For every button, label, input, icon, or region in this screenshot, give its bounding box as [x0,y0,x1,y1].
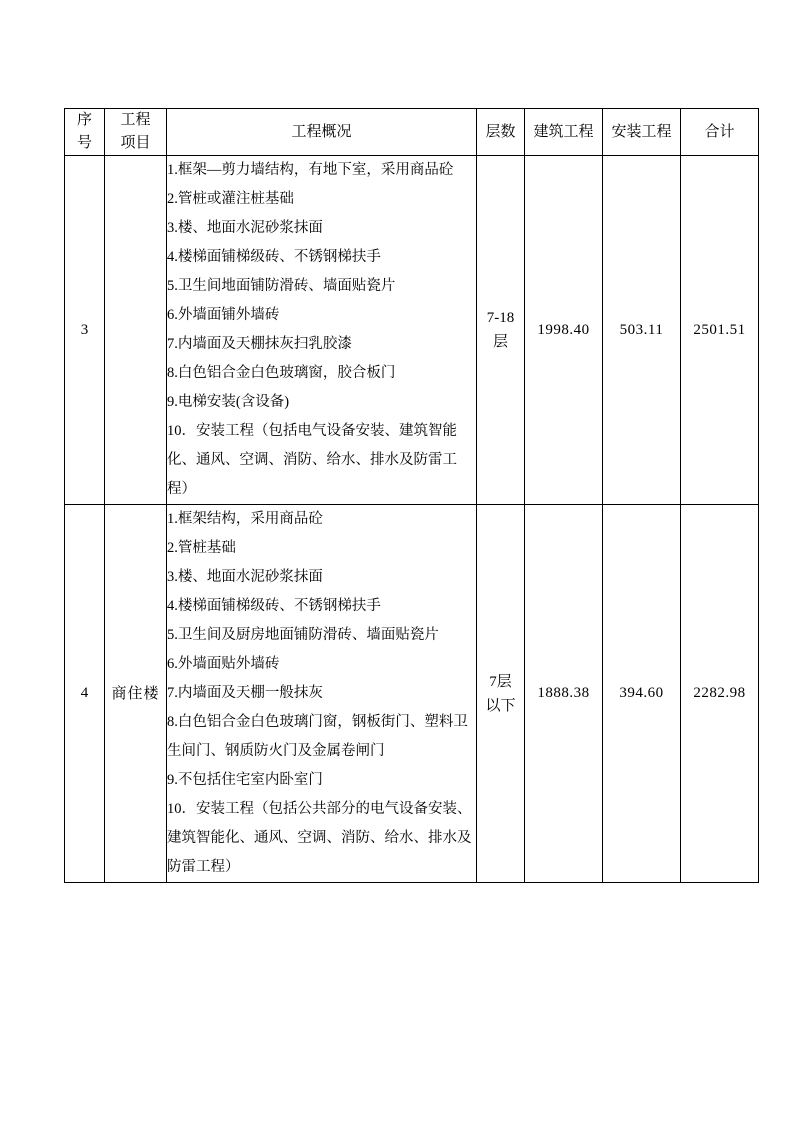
header-project [105,109,167,156]
overview-line: 4.楼梯面铺梯级砖、不锈钢梯扶手 [167,598,381,614]
overview-line: 1.框架结构，采用商品砼 [167,511,323,527]
overview-line: 8.白色铝合金白色玻璃窗，胶合板门 [167,365,396,381]
row-total: 2501.51 [681,156,759,505]
overview-line: 3.楼、地面水泥砂浆抹面 [167,220,323,236]
row-floors [477,156,525,505]
row-building-works: 1998.40 [525,156,603,505]
overview-line: 9.电梯安装(含设备) [167,394,290,410]
overview-line: 5.卫生间地面铺防滑砖、墙面贴瓷片 [167,278,396,294]
row-total: 2282.98 [681,505,759,883]
row-project: 商住楼 [105,505,167,883]
row-floors-line1: 7-18 [486,310,515,326]
table-row [65,156,759,505]
row-project [105,156,167,505]
overview-line: 6.外墙面贴外墙砖 [167,656,280,672]
row-building-works: 1888.38 [525,505,603,883]
overview-line: 5.卫生间及厨房地面铺防滑砖、墙面贴瓷片 [167,627,439,643]
row-overview [167,156,477,505]
header-building-works: 建筑工程 [525,109,603,156]
table-row [65,505,759,883]
row-sequence: 4 [65,505,105,883]
row-floors-line2: 以下 [485,697,516,714]
row-floors [477,505,525,883]
overview-line: 8.白色铝合金白色玻璃门窗，钢板街门、塑料卫生间门、钢质防火门及金属卷闸门 [167,714,468,759]
overview-line: 9.不包括住宅室内卧室门 [167,772,323,788]
row-installation-works: 503.11 [603,156,681,505]
row-installation-works: 394.60 [603,505,681,883]
overview-line: 1.框架—剪力墙结构，有地下室，采用商品砼 [167,162,454,178]
overview-line: 2.管桩或灌注桩基础 [167,191,294,207]
row-sequence: 3 [65,156,105,505]
header-total: 合计 [681,109,759,156]
overview-line: 2.管桩基础 [167,540,236,556]
header-sequence-line2: 号 [76,135,92,151]
row-overview [167,505,477,883]
overview-line: 7.内墙面及天棚一般抹灰 [167,685,323,701]
header-installation-works: 安装工程 [603,109,681,156]
overview-line: 6.外墙面铺外墙砖 [167,307,280,323]
header-sequence [65,109,105,156]
overview-line: 7.内墙面及天棚抹灰扫乳胶漆 [167,336,352,352]
header-project-line1: 工程 [120,112,151,128]
header-project-line2: 项目 [120,135,151,151]
table-header-row [65,109,759,156]
row-floors-line1: 7层 [489,673,512,690]
engineering-summary-table [64,108,759,883]
overview-line: 4.楼梯面铺梯级砖、不锈钢梯扶手 [167,249,381,265]
overview-line: 3.楼、地面水泥砂浆抹面 [167,569,323,585]
overview-line: 10．安装工程（包括公共部分的电气设备安装、建筑智能化、通风、空调、消防、给水、排水及防雷工程） [167,801,472,875]
overview-line: 10．安装工程（包括电气设备安装、建筑智能化、通风、空调、消防、给水、排水及防雷工程） [167,423,457,497]
row-floors-line2: 层 [492,334,508,350]
header-floors: 层数 [477,109,525,156]
header-overview: 工程概况 [167,109,477,156]
header-sequence-line1: 序 [76,112,92,128]
